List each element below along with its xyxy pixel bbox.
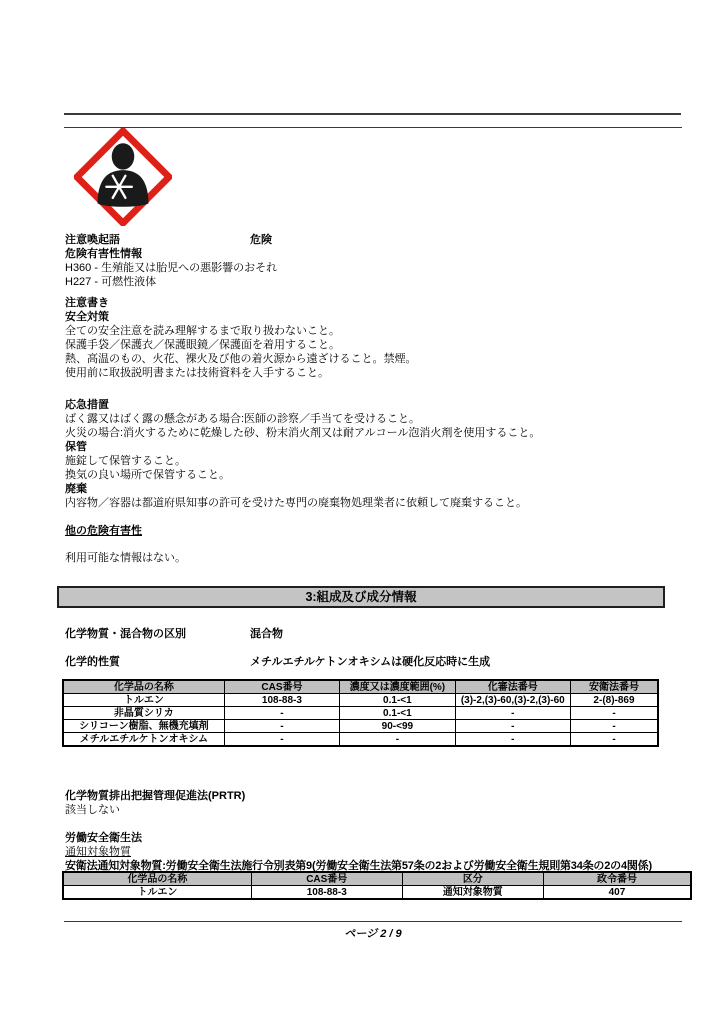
chemical-nature-row bbox=[65, 655, 677, 669]
signal-word-row bbox=[65, 233, 677, 247]
table-row bbox=[63, 720, 658, 733]
prtr-block bbox=[65, 789, 677, 817]
ishl-subheading: 通知対象物質 bbox=[65, 846, 131, 858]
encs-number-cell: - bbox=[455, 733, 570, 747]
table-row bbox=[63, 707, 658, 720]
table-row bbox=[63, 886, 691, 900]
ishl-number-cell: - bbox=[571, 733, 659, 747]
chemical-name-cell: 非晶質シリカ bbox=[63, 707, 224, 720]
notification-header-row bbox=[63, 872, 691, 886]
column-header: CAS番号 bbox=[251, 872, 402, 886]
column-header: 化学品の名称 bbox=[63, 680, 224, 694]
page-number: ページ 2 / 9 bbox=[344, 928, 402, 940]
response-heading: 応急措置 bbox=[65, 399, 109, 411]
prevention-statement: 熱、高温のもの、火花、裸火及び他の着火源から遠ざけること。禁煙。 bbox=[65, 353, 417, 365]
section3-title: 3:組成及び成分情報 bbox=[305, 590, 417, 604]
column-header: 政令番号 bbox=[543, 872, 691, 886]
mixture-classification-label: 化学物質・混合物の区別 bbox=[65, 628, 186, 640]
response-statement: 火災の場合:消火するために乾燥した砂、粉末消火剤又は耐アルコール泡消火剤を使用すること。 bbox=[65, 427, 541, 439]
column-header: 濃度又は濃度範囲(%) bbox=[340, 680, 455, 694]
column-header: 化審法番号 bbox=[455, 680, 570, 694]
category-cell: 通知対象物質 bbox=[402, 886, 543, 900]
encs-number-cell: - bbox=[455, 707, 570, 720]
ishl-heading: 労働安全衛生法 bbox=[65, 832, 142, 844]
chemical-nature-label: 化学的性質 bbox=[65, 656, 120, 668]
chemical-nature-value: メチルエチルケトンオキシムは硬化反応時に生成 bbox=[250, 656, 491, 668]
hazard-statement: H227 - 可燃性液体 bbox=[65, 276, 157, 288]
encs-number-cell: - bbox=[455, 720, 570, 733]
signal-word-value: 危険 bbox=[250, 234, 272, 246]
column-header: CAS番号 bbox=[224, 680, 339, 694]
disposal-statement: 内容物／容器は都道府県知事の許可を受けた専門の廃棄物処理業者に依頼して廃棄すること。 bbox=[65, 497, 527, 509]
concentration-cell: - bbox=[340, 733, 455, 747]
signal-word-label: 注意喚起語 bbox=[65, 234, 120, 246]
ghs08-health-hazard-icon bbox=[74, 128, 172, 226]
header-rule-top bbox=[64, 113, 681, 115]
composition-header-row bbox=[63, 680, 658, 694]
cas-number-cell: - bbox=[224, 733, 339, 747]
ordinance-number-cell: 407 bbox=[543, 886, 691, 900]
cas-number-cell: - bbox=[224, 720, 339, 733]
concentration-cell: 90-<99 bbox=[340, 720, 455, 733]
chemical-name-cell: シリコーン樹脂、無機充填剤 bbox=[63, 720, 224, 733]
storage-statement: 換気の良い場所で保管すること。 bbox=[65, 469, 230, 481]
section3-title-bar bbox=[57, 586, 665, 608]
other-hazards-heading: 他の危険有害性 bbox=[65, 525, 142, 537]
response-statement: ばく露又はばく露の懸念がある場合:医師の診察／手当てを受けること。 bbox=[65, 413, 421, 425]
precaution-prevention-block bbox=[65, 296, 677, 380]
ishl-note: 安衛法通知対象物質:労働安全衛生法施行令別表第9(労働安全衛生法第57条の2および労働安全衛生規則第34条の2の4関係) bbox=[65, 860, 652, 872]
notification-table bbox=[62, 871, 692, 900]
mixture-classification-row bbox=[65, 627, 677, 641]
precaution-response-block bbox=[65, 398, 677, 510]
column-header: 安衛法番号 bbox=[571, 680, 659, 694]
precautions-heading: 注意書き bbox=[65, 297, 109, 309]
table-row bbox=[63, 694, 658, 707]
column-header: 化学品の名称 bbox=[63, 872, 251, 886]
ishl-block bbox=[65, 831, 677, 873]
chemical-name-cell: トルエン bbox=[63, 886, 251, 900]
footer-rule bbox=[64, 921, 682, 922]
ishl-number-cell: - bbox=[571, 720, 659, 733]
table-row bbox=[63, 733, 658, 747]
hazard-identification-block bbox=[65, 233, 677, 289]
cas-number-cell: 108-88-3 bbox=[251, 886, 402, 900]
storage-statement: 施錠して保管すること。 bbox=[65, 455, 186, 467]
ishl-number-cell: 2-(8)-869 bbox=[571, 694, 659, 707]
encs-number-cell: (3)-2,(3)-60,(3)-2,(3)-60 bbox=[455, 694, 570, 707]
other-hazards-text-block bbox=[65, 551, 677, 565]
composition-table bbox=[62, 679, 659, 747]
concentration-cell: 0.1-<1 bbox=[340, 707, 455, 720]
hazard-statement: H360 - 生殖能又は胎児への悪影響のおそれ bbox=[65, 262, 278, 274]
hazard-statements-heading: 危険有害性情報 bbox=[65, 248, 142, 260]
other-hazards-heading-block bbox=[65, 524, 677, 538]
prevention-statement: 全ての安全注意を読み理解するまで取り扱わないこと。 bbox=[65, 325, 340, 337]
cas-number-cell: - bbox=[224, 707, 339, 720]
prevention-heading: 安全対策 bbox=[65, 311, 109, 323]
ishl-number-cell: - bbox=[571, 707, 659, 720]
concentration-cell: 0.1-<1 bbox=[340, 694, 455, 707]
cas-number-cell: 108-88-3 bbox=[224, 694, 339, 707]
mixture-classification-value: 混合物 bbox=[250, 628, 283, 640]
prtr-heading: 化学物質排出把握管理促進法(PRTR) bbox=[65, 790, 246, 802]
chemical-name-cell: メチルエチルケトンオキシム bbox=[63, 733, 224, 747]
prtr-value: 該当しない bbox=[65, 804, 120, 816]
prevention-statement: 使用前に取扱説明書または技術資料を入手すること。 bbox=[65, 367, 329, 379]
chemical-name-cell: トルエン bbox=[63, 694, 224, 707]
storage-heading: 保管 bbox=[65, 441, 87, 453]
prevention-statement: 保護手袋／保護衣／保護眼鏡／保護面を着用すること。 bbox=[65, 339, 340, 351]
disposal-heading: 廃棄 bbox=[65, 483, 87, 495]
column-header: 区分 bbox=[402, 872, 543, 886]
other-hazards-text: 利用可能な情報はない。 bbox=[65, 552, 186, 564]
